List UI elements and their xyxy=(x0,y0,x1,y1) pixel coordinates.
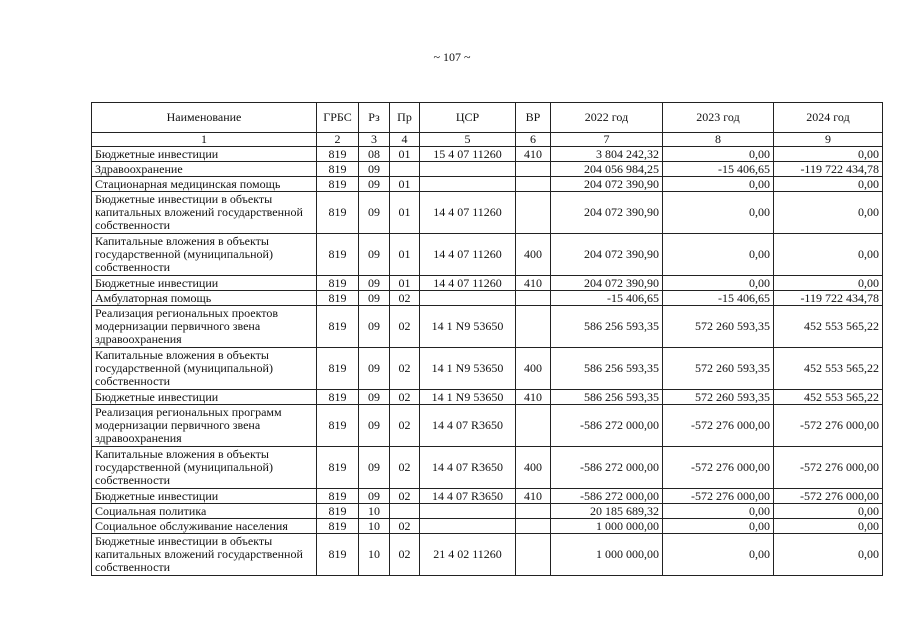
table-row xyxy=(92,162,883,177)
table-row xyxy=(92,192,883,234)
vr-cell xyxy=(516,534,551,576)
pr-cell: 02 xyxy=(390,489,420,504)
amount-2022: 204 072 390,90 xyxy=(551,234,663,276)
amount-2023: 0,00 xyxy=(663,276,774,291)
row-name: Капитальные вложения в объекты государственной (муниципальной) собственности xyxy=(92,348,317,390)
rz-cell: 09 xyxy=(359,306,390,348)
amount-2023: -572 276 000,00 xyxy=(663,489,774,504)
grbs-cell: 819 xyxy=(317,276,359,291)
header-cell: 2023 год xyxy=(663,103,774,133)
header-cell: 2024 год xyxy=(774,103,883,133)
row-name: Бюджетные инвестиции в объекты капитальных вложений государственной собственности xyxy=(92,534,317,576)
rz-cell: 10 xyxy=(359,534,390,576)
rz-cell: 09 xyxy=(359,234,390,276)
csr-cell: 14 4 07 R3650 xyxy=(420,447,516,489)
vr-cell xyxy=(516,519,551,534)
amount-2023: 0,00 xyxy=(663,534,774,576)
row-name: Реализация региональных программ модернизации первичного звена здравоохранения xyxy=(92,405,317,447)
vr-cell: 400 xyxy=(516,447,551,489)
amount-2024: 0,00 xyxy=(774,192,883,234)
amount-2024: -572 276 000,00 xyxy=(774,489,883,504)
column-number: 3 xyxy=(359,133,390,147)
amount-2022: -15 406,65 xyxy=(551,291,663,306)
row-name: Бюджетные инвестиции xyxy=(92,276,317,291)
table-row xyxy=(92,276,883,291)
grbs-cell: 819 xyxy=(317,390,359,405)
amount-2023: 572 260 593,35 xyxy=(663,306,774,348)
header-cell: ГРБС xyxy=(317,103,359,133)
grbs-cell: 819 xyxy=(317,192,359,234)
vr-cell xyxy=(516,291,551,306)
amount-2022: -586 272 000,00 xyxy=(551,405,663,447)
grbs-cell: 819 xyxy=(317,234,359,276)
row-name: Социальное обслуживание населения xyxy=(92,519,317,534)
header-cell: Наименование xyxy=(92,103,317,133)
amount-2024: 452 553 565,22 xyxy=(774,348,883,390)
vr-cell xyxy=(516,192,551,234)
amount-2023: -15 406,65 xyxy=(663,291,774,306)
table-row xyxy=(92,306,883,348)
csr-cell: 14 1 N9 53650 xyxy=(420,348,516,390)
amount-2024: 0,00 xyxy=(774,147,883,162)
row-name: Бюджетные инвестиции xyxy=(92,147,317,162)
rz-cell: 09 xyxy=(359,291,390,306)
amount-2024: -572 276 000,00 xyxy=(774,405,883,447)
amount-2023: -15 406,65 xyxy=(663,162,774,177)
column-number: 4 xyxy=(390,133,420,147)
vr-cell xyxy=(516,177,551,192)
vr-cell xyxy=(516,405,551,447)
amount-2024: 0,00 xyxy=(774,519,883,534)
pr-cell: 02 xyxy=(390,534,420,576)
amount-2024: -119 722 434,78 xyxy=(774,162,883,177)
table-row xyxy=(92,447,883,489)
amount-2022: 1 000 000,00 xyxy=(551,519,663,534)
grbs-cell: 819 xyxy=(317,291,359,306)
rz-cell: 09 xyxy=(359,276,390,291)
pr-cell: 01 xyxy=(390,234,420,276)
column-number: 2 xyxy=(317,133,359,147)
vr-cell: 410 xyxy=(516,489,551,504)
grbs-cell: 819 xyxy=(317,447,359,489)
column-number: 5 xyxy=(420,133,516,147)
pr-cell xyxy=(390,504,420,519)
rz-cell: 10 xyxy=(359,504,390,519)
table-row xyxy=(92,534,883,576)
row-name: Амбулаторная помощь xyxy=(92,291,317,306)
amount-2022: 586 256 593,35 xyxy=(551,306,663,348)
pr-cell: 01 xyxy=(390,177,420,192)
csr-cell xyxy=(420,504,516,519)
amount-2024: 0,00 xyxy=(774,234,883,276)
amount-2024: -119 722 434,78 xyxy=(774,291,883,306)
amount-2023: 572 260 593,35 xyxy=(663,390,774,405)
csr-cell: 14 4 07 11260 xyxy=(420,276,516,291)
column-number: 6 xyxy=(516,133,551,147)
rz-cell: 09 xyxy=(359,177,390,192)
amount-2022: 20 185 689,32 xyxy=(551,504,663,519)
amount-2024: 452 553 565,22 xyxy=(774,390,883,405)
table-row xyxy=(92,390,883,405)
amount-2023: 0,00 xyxy=(663,192,774,234)
grbs-cell: 819 xyxy=(317,348,359,390)
grbs-cell: 819 xyxy=(317,534,359,576)
amount-2023: -572 276 000,00 xyxy=(663,405,774,447)
vr-cell: 400 xyxy=(516,348,551,390)
csr-cell: 14 1 N9 53650 xyxy=(420,306,516,348)
amount-2023: -572 276 000,00 xyxy=(663,447,774,489)
amount-2022: -586 272 000,00 xyxy=(551,447,663,489)
grbs-cell: 819 xyxy=(317,147,359,162)
vr-cell: 410 xyxy=(516,390,551,405)
table-row xyxy=(92,234,883,276)
vr-cell xyxy=(516,306,551,348)
vr-cell xyxy=(516,504,551,519)
table-row xyxy=(92,348,883,390)
amount-2023: 0,00 xyxy=(663,147,774,162)
header-cell: Пр xyxy=(390,103,420,133)
budget-table xyxy=(91,102,883,576)
table-row xyxy=(92,405,883,447)
rz-cell: 09 xyxy=(359,192,390,234)
csr-cell: 14 4 07 R3650 xyxy=(420,405,516,447)
amount-2024: 0,00 xyxy=(774,534,883,576)
pr-cell xyxy=(390,162,420,177)
row-name: Реализация региональных проектов модернизации первичного звена здравоохранения xyxy=(92,306,317,348)
header-cell: ЦСР xyxy=(420,103,516,133)
header-cell: ВР xyxy=(516,103,551,133)
table-row xyxy=(92,291,883,306)
grbs-cell: 819 xyxy=(317,489,359,504)
pr-cell: 02 xyxy=(390,390,420,405)
amount-2024: -572 276 000,00 xyxy=(774,447,883,489)
row-name: Социальная политика xyxy=(92,504,317,519)
pr-cell: 01 xyxy=(390,276,420,291)
amount-2022: -586 272 000,00 xyxy=(551,489,663,504)
pr-cell: 02 xyxy=(390,447,420,489)
rz-cell: 09 xyxy=(359,162,390,177)
row-name: Стационарная медицинская помощь xyxy=(92,177,317,192)
amount-2023: 0,00 xyxy=(663,234,774,276)
pr-cell: 01 xyxy=(390,192,420,234)
csr-cell: 21 4 02 11260 xyxy=(420,534,516,576)
csr-cell: 14 4 07 11260 xyxy=(420,234,516,276)
csr-cell xyxy=(420,291,516,306)
grbs-cell: 819 xyxy=(317,405,359,447)
rz-cell: 09 xyxy=(359,348,390,390)
rz-cell: 08 xyxy=(359,147,390,162)
row-name: Бюджетные инвестиции xyxy=(92,390,317,405)
column-number: 9 xyxy=(774,133,883,147)
pr-cell: 02 xyxy=(390,291,420,306)
amount-2022: 204 072 390,90 xyxy=(551,276,663,291)
pr-cell: 02 xyxy=(390,348,420,390)
table-row xyxy=(92,504,883,519)
vr-cell xyxy=(516,162,551,177)
csr-cell xyxy=(420,162,516,177)
column-number: 7 xyxy=(551,133,663,147)
amount-2022: 3 804 242,32 xyxy=(551,147,663,162)
row-name: Бюджетные инвестиции xyxy=(92,489,317,504)
csr-cell: 14 1 N9 53650 xyxy=(420,390,516,405)
column-number-row xyxy=(92,133,883,147)
csr-cell: 14 4 07 R3650 xyxy=(420,489,516,504)
header-row xyxy=(92,103,883,133)
amount-2024: 0,00 xyxy=(774,276,883,291)
grbs-cell: 819 xyxy=(317,519,359,534)
amount-2024: 0,00 xyxy=(774,177,883,192)
row-name: Капитальные вложения в объекты государственной (муниципальной) собственности xyxy=(92,447,317,489)
table-row xyxy=(92,177,883,192)
amount-2022: 204 072 390,90 xyxy=(551,177,663,192)
pr-cell: 02 xyxy=(390,519,420,534)
amount-2023: 0,00 xyxy=(663,519,774,534)
rz-cell: 09 xyxy=(359,489,390,504)
grbs-cell: 819 xyxy=(317,306,359,348)
row-name: Бюджетные инвестиции в объекты капитальных вложений государственной собственности xyxy=(92,192,317,234)
csr-cell xyxy=(420,519,516,534)
amount-2024: 452 553 565,22 xyxy=(774,306,883,348)
amount-2022: 204 056 984,25 xyxy=(551,162,663,177)
csr-cell xyxy=(420,177,516,192)
grbs-cell: 819 xyxy=(317,177,359,192)
column-number: 8 xyxy=(663,133,774,147)
rz-cell: 09 xyxy=(359,447,390,489)
amount-2023: 0,00 xyxy=(663,177,774,192)
rz-cell: 10 xyxy=(359,519,390,534)
amount-2022: 586 256 593,35 xyxy=(551,390,663,405)
vr-cell: 400 xyxy=(516,234,551,276)
row-name: Здравоохранение xyxy=(92,162,317,177)
grbs-cell: 819 xyxy=(317,504,359,519)
pr-cell: 02 xyxy=(390,405,420,447)
row-name: Капитальные вложения в объекты государственной (муниципальной) собственности xyxy=(92,234,317,276)
csr-cell: 14 4 07 11260 xyxy=(420,192,516,234)
grbs-cell: 819 xyxy=(317,162,359,177)
header-cell: 2022 год xyxy=(551,103,663,133)
amount-2022: 586 256 593,35 xyxy=(551,348,663,390)
amount-2023: 0,00 xyxy=(663,504,774,519)
csr-cell: 15 4 07 11260 xyxy=(420,147,516,162)
amount-2023: 572 260 593,35 xyxy=(663,348,774,390)
table-row xyxy=(92,147,883,162)
amount-2024: 0,00 xyxy=(774,504,883,519)
pr-cell: 01 xyxy=(390,147,420,162)
pr-cell: 02 xyxy=(390,306,420,348)
page-number: ~ 107 ~ xyxy=(433,50,471,64)
table-row xyxy=(92,489,883,504)
rz-cell: 09 xyxy=(359,390,390,405)
vr-cell: 410 xyxy=(516,147,551,162)
column-number: 1 xyxy=(92,133,317,147)
amount-2022: 1 000 000,00 xyxy=(551,534,663,576)
header-cell: Рз xyxy=(359,103,390,133)
table-row xyxy=(92,519,883,534)
amount-2022: 204 072 390,90 xyxy=(551,192,663,234)
rz-cell: 09 xyxy=(359,405,390,447)
vr-cell: 410 xyxy=(516,276,551,291)
